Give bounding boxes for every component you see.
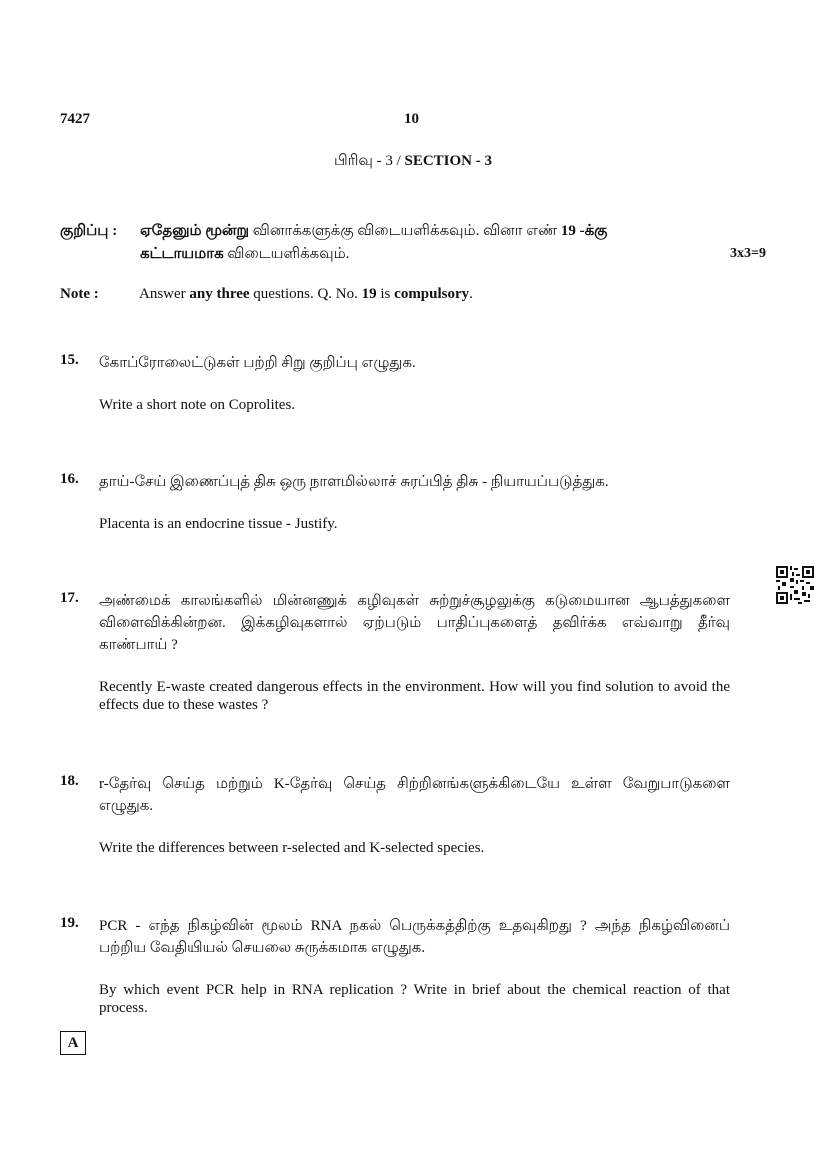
question-text-en: By which event PCR help in RNA replication ? Write in brief about the chemical reaction of that process.	[99, 982, 730, 1016]
marks-scheme: 3x3=9	[730, 246, 766, 261]
page-number: 10	[404, 111, 419, 127]
note-ta-line2	[140, 245, 349, 264]
question-text-en: Recently E-waste created dangerous effects in the environment. How will you find solution to avoid the effects due to these wastes ?	[99, 679, 730, 713]
question-text-ta: r-தேர்வு செய்த மற்றும் K-தேர்வு செய்த சிற்றினங்களுக்கிடையே உள்ள வேறுபாடுகளை எழுதுக.	[99, 776, 730, 814]
question-15	[60, 352, 730, 414]
note-ta-text1b: -க்கு	[575, 223, 608, 239]
version-box: A	[60, 1031, 86, 1055]
note-en-part4: .	[469, 286, 473, 302]
question-text-ta: அண்மைக் காலங்களில் மின்னணுக் கழிவுகள் சுற்றுச்சூழலுக்கு கடுமையான ஆபத்துகளை விளைவிக்கின்றன. இக்கழிவுகளால் ஏற்படும் பாதிப்புகளைத் தவிர்க்க எவ்வாறு தீர்வு காண்பாய் ?	[99, 593, 730, 653]
note-en-bold2: compulsory	[394, 286, 470, 302]
question-text-en: Write a short note on Coprolites.	[99, 397, 296, 413]
question-text-ta: கோப்ரோலைட்டுகள் பற்றி சிறு குறிப்பு எழுதுக.	[99, 355, 416, 371]
question-number: 19.	[60, 915, 79, 931]
section-title-ta: பிரிவு - 3 /	[333, 153, 401, 169]
question-17	[60, 590, 730, 714]
question-text-en: Write the differences between r-selected and K-selected species.	[99, 840, 485, 856]
question-text-ta: தாய்-சேய் இணைப்புத் திசு ஒரு நாளமில்லாச் சுரப்பித் திசு - நியாயப்படுத்துக.	[99, 474, 609, 490]
note-en-bold1: any three	[189, 286, 250, 302]
question-19	[60, 915, 730, 1017]
qr-code-icon	[776, 566, 814, 604]
question-text-en: Placenta is an endocrine tissue - Justify.	[99, 516, 338, 532]
note-ta-label: குறிப்பு :	[60, 223, 118, 239]
question-number: 15.	[60, 352, 79, 368]
note-en-part1: Answer	[139, 286, 190, 302]
question-text-ta: PCR - எந்த நிகழ்வின் மூலம் RNA நகல் பெருக்கத்திற்கு உதவுகிறது ? அந்த நிகழ்வினைப் பற்றிய வேதியியல் செயலை சுருக்கமாக எழுதுக.	[99, 918, 730, 956]
question-16	[60, 471, 730, 533]
question-number: 17.	[60, 590, 79, 606]
note-ta-text1: வினாக்களுக்கு விடையளிக்கவும். வினா எண்	[249, 223, 561, 239]
note-en-part3: is	[376, 286, 395, 302]
question-number: 18.	[60, 773, 79, 789]
note-en-label: Note :	[60, 286, 99, 302]
section-title-en: SECTION - 3	[404, 153, 493, 169]
note-ta-line1	[140, 222, 730, 241]
note-ta-bold1: ஏதேனும் மூன்று	[140, 223, 250, 239]
section-title	[0, 152, 826, 171]
note-en-part2: questions. Q. No.	[249, 286, 362, 302]
question-18	[60, 773, 730, 857]
paper-code: 7427	[60, 111, 90, 127]
note-ta-bold2: கட்டாயமாக	[140, 246, 224, 262]
note-ta-qno: 19	[560, 223, 576, 239]
note-en-text	[139, 286, 473, 303]
question-number: 16.	[60, 471, 79, 487]
note-en-qno: 19	[361, 286, 377, 302]
note-ta-text2: விடையளிக்கவும்.	[223, 246, 350, 262]
